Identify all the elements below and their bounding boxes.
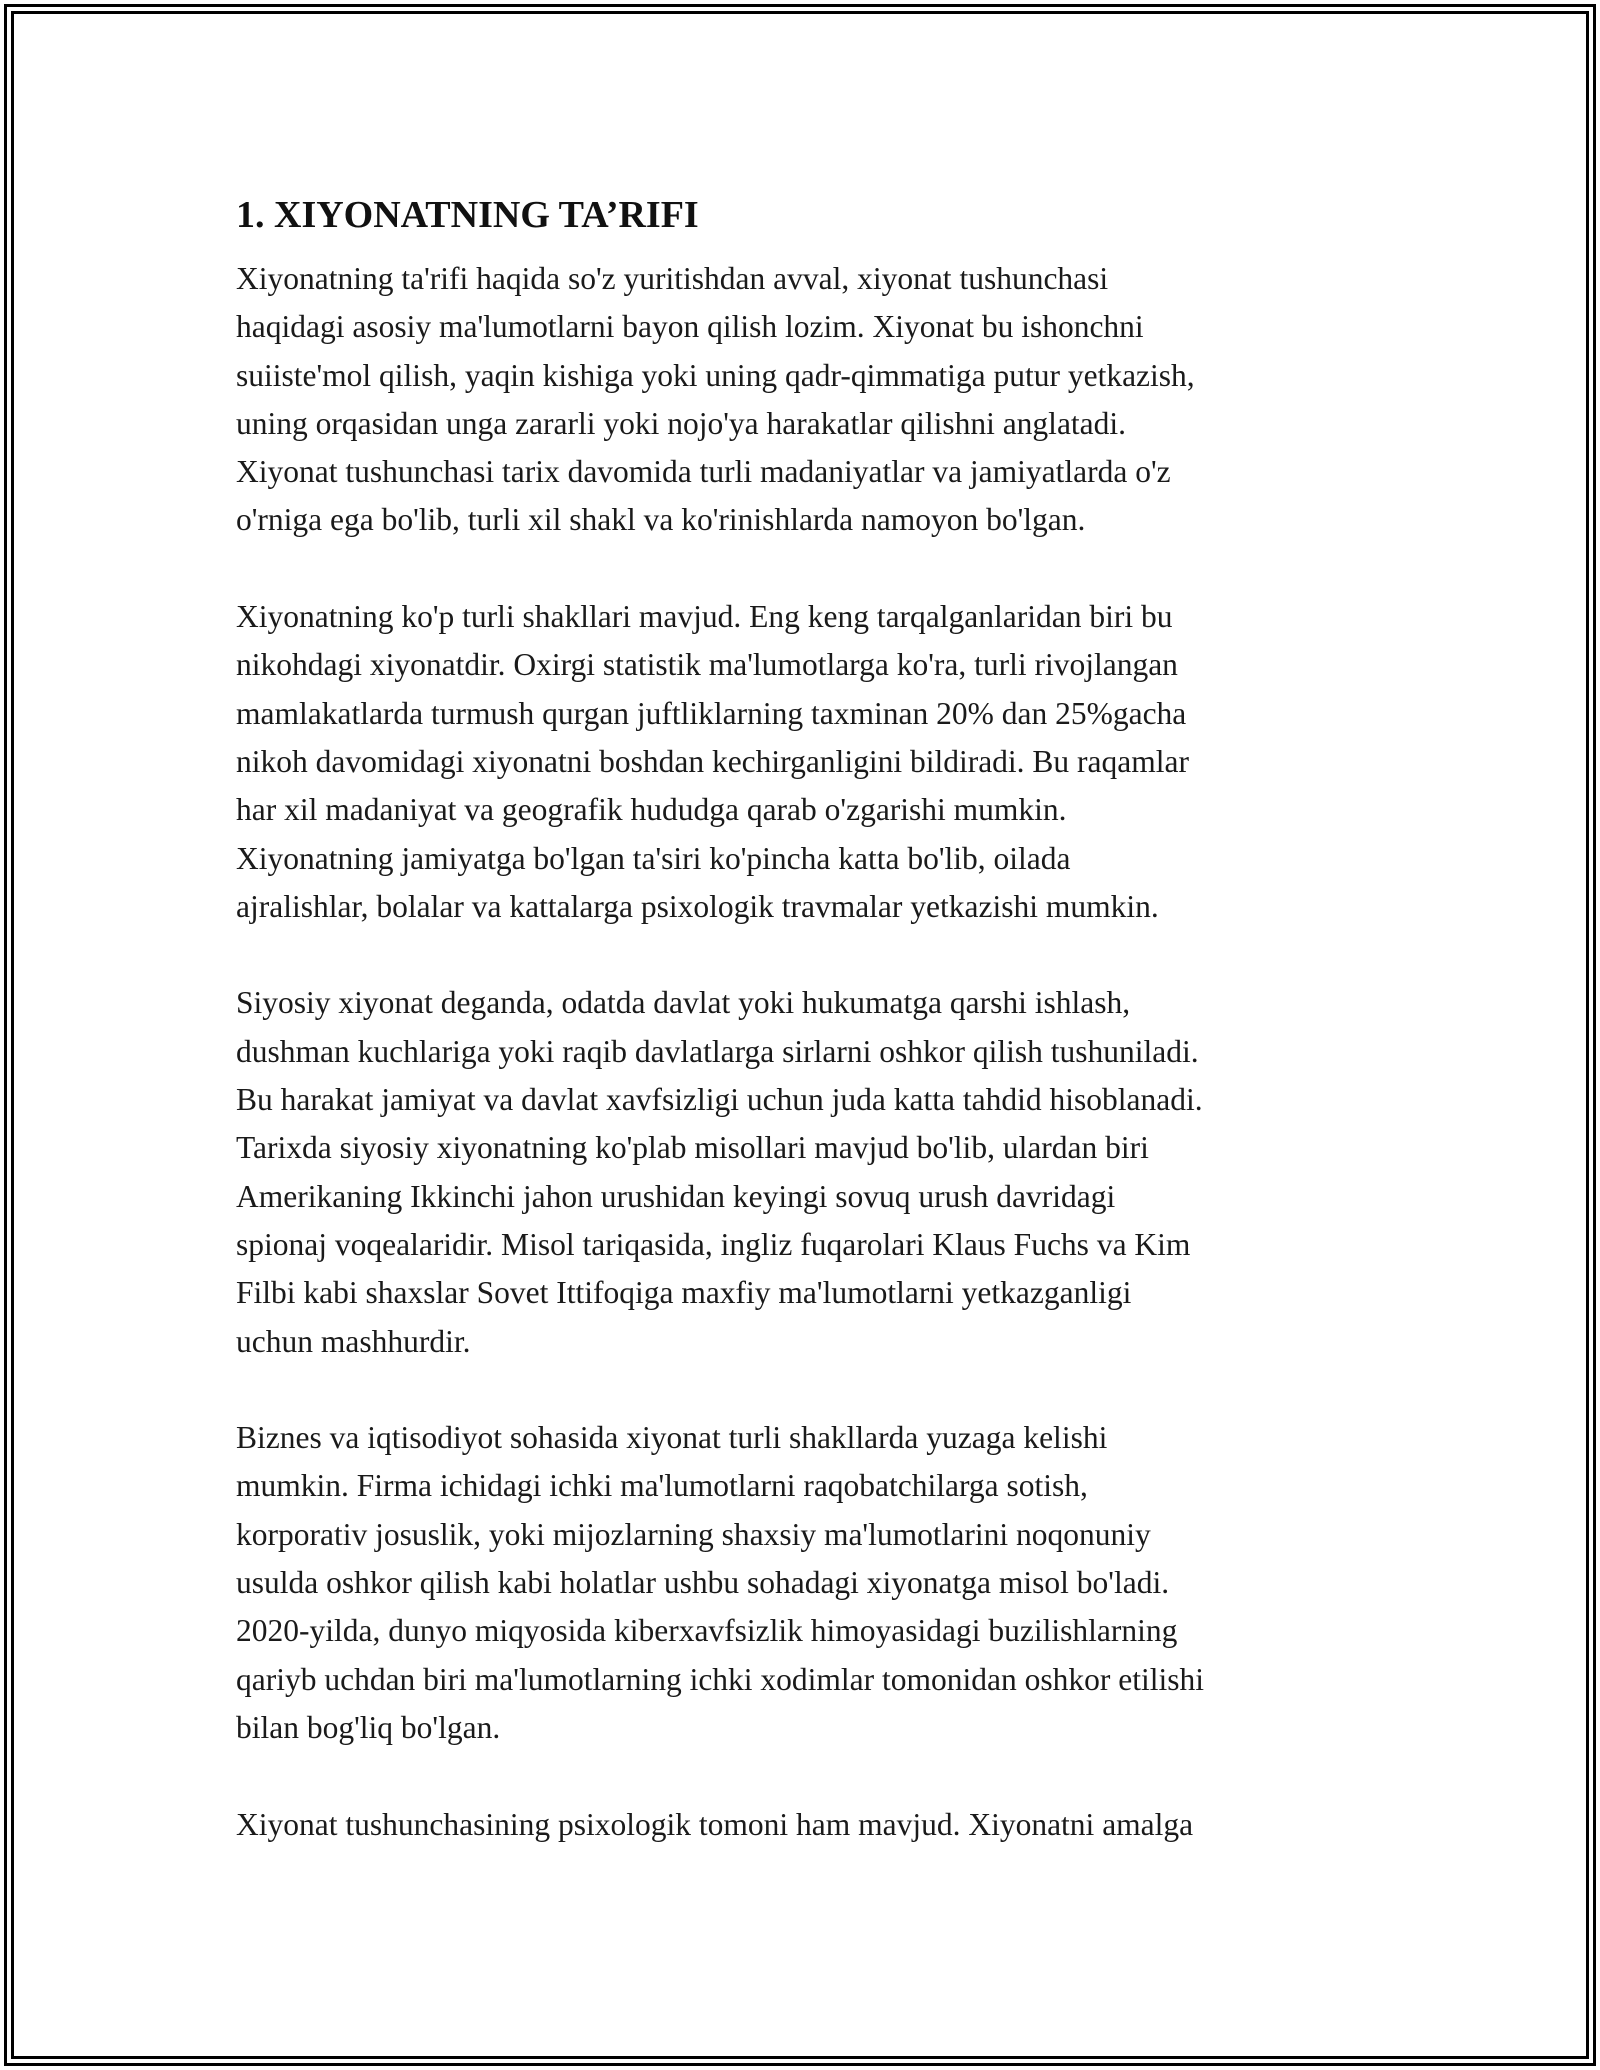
text-line: uchun mashhurdir. [236, 1323, 471, 1359]
paragraph-business [236, 1414, 1366, 1752]
text-line: usulda oshkor qilish kabi holatlar ushbu sohadagi xiyonatga misol bo'ladi. [236, 1565, 1170, 1601]
text-line: korporativ josuslik, yoki mijozlarning shaxsiy ma'lumotlarini noqonuniy [236, 1516, 1151, 1552]
paragraph-political [236, 979, 1366, 1365]
text-line: o'rniga ega bo'lib, turli xil shakl va ko'rinishlarda namoyon bo'lgan. [236, 502, 1086, 538]
text-line: Filbi kabi shaxslar Sovet Ittifoqiga maxfiy ma'lumotlarni yetkazganligi [236, 1275, 1132, 1311]
text-line: Xiyonat tushunchasining psixologik tomoni ham mavjud. Xiyonatni amalga [236, 1806, 1194, 1842]
text-line: ajralishlar, bolalar va kattalarga psixologik travmalar yetkazishi mumkin. [236, 888, 1159, 924]
text-line: Xiyonatning jamiyatga bo'lgan ta'siri ko'pincha katta bo'lib, oilada [236, 840, 1071, 876]
text-line: spionaj voqealaridir. Misol tariqasida, ingliz fuqarolari Klaus Fuchs va Kim [236, 1226, 1191, 1262]
text-line: Amerikaning Ikkinchi jahon urushidan keyingi sovuq urush davridagi [236, 1178, 1116, 1214]
paragraph-psychological [236, 1801, 1366, 1849]
text-line: bilan bog'liq bo'lgan. [236, 1709, 501, 1745]
document-body [236, 187, 1366, 1897]
paragraph-definition [236, 255, 1366, 545]
text-line: suiiste'mol qilish, yaqin kishiga yoki uning qadr-qimmatiga putur yetkazish, [236, 357, 1195, 393]
text-line: mamlakatlarda turmush qurgan juftliklarning taxminan 20% dan 25%gacha [236, 695, 1187, 731]
text-line: Xiyonat tushunchasi tarix davomida turli madaniyatlar va jamiyatlarda o'z [236, 454, 1171, 490]
text-line: Siyosiy xiyonat deganda, odatda davlat yoki hukumatga qarshi ishlash, [236, 985, 1131, 1021]
text-line: har xil madaniyat va geografik hududga qarab o'zgarishi mumkin. [236, 792, 1067, 828]
paragraph-forms [236, 593, 1366, 931]
text-line: qariyb uchdan biri ma'lumotlarning ichki xodimlar tomonidan oshkor etilishi [236, 1661, 1205, 1697]
section-title: 1. XIYONATNING TA’RIFI [236, 194, 699, 236]
text-line: Tarixda siyosiy xiyonatning ko'plab misollari mavjud bo'lib, ulardan biri [236, 1130, 1149, 1166]
text-line: Bu harakat jamiyat va davlat xavfsizligi uchun juda katta tahdid hisoblanadi. [236, 1082, 1203, 1118]
text-line: dushman kuchlariga yoki raqib davlatlarga sirlarni oshkor qilish tushuniladi. [236, 1033, 1199, 1069]
text-line: haqidagi asosiy ma'lumotlarni bayon qilish lozim. Xiyonat bu ishonchni [236, 309, 1144, 345]
text-line: Xiyonatning ta'rifi haqida so'z yuritishdan avval, xiyonat tushunchasi [236, 261, 1109, 296]
text-line: Xiyonatning ko'p turli shakllari mavjud. Eng keng tarqalganlaridan biri bu [236, 599, 1173, 635]
text-line: Biznes va iqtisodiyot sohasida xiyonat turli shakllarda yuzaga kelishi [236, 1420, 1108, 1456]
text-line: mumkin. Firma ichidagi ichki ma'lumotlarni raqobatchilarga sotish, [236, 1468, 1088, 1504]
text-line: uning orqasidan unga zararli yoki nojo'ya harakatlar qilishni anglatadi. [236, 405, 1127, 441]
text-line: nikohdagi xiyonatdir. Oxirgi statistik ma'lumotlarga ko'ra, turli rivojlangan [236, 647, 1178, 683]
text-line: nikoh davomidagi xiyonatni boshdan kechirganligini bildiradi. Bu raqamlar [236, 743, 1189, 779]
text-line: 2020-yilda, dunyo miqyosida kiberxavfsizlik himoyasidagi buzilishlarning [236, 1613, 1178, 1649]
